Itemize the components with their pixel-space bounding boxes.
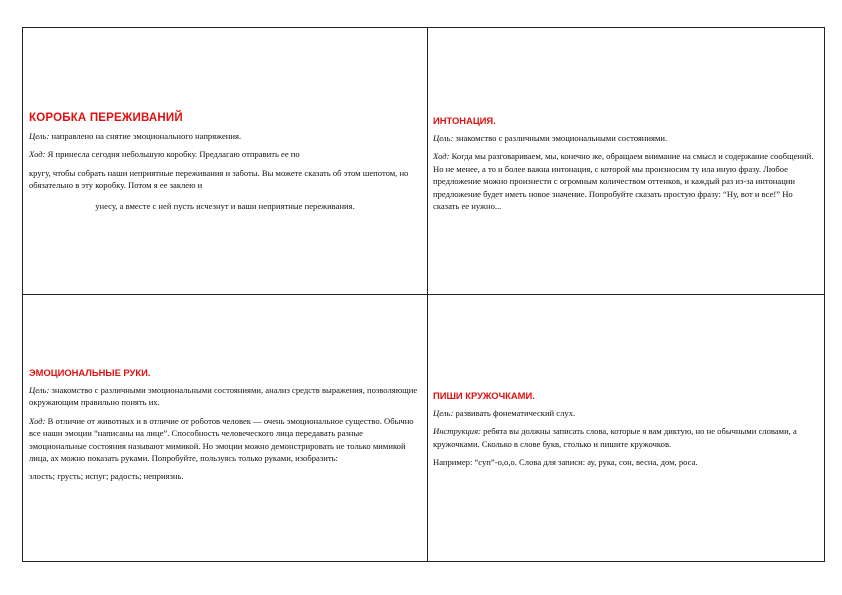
paragraph: кругу, чтобы собрать наши неприятные переживания и заботы. Вы можете сказать об этом шепотом, но обязательно в эту коробку. Потом я ее заклею и bbox=[29, 167, 409, 191]
move-text: Когда мы разговариваем, мы, конечно же, обращаем внимание на смысл и содержание сообщений. Но не менее, а то и более важна интонация, с которой мы произносим ту ила иную фразу. Любое предложение можно произнести с огромным количеством оттенков, и каждый раз из-за интонации предложение будет иметь новое значение. Попробуйте сказать простую фразу: “Ну, вот и все!” Но сказать ее нужно... bbox=[433, 151, 814, 212]
cards-grid bbox=[22, 27, 825, 562]
goal-line bbox=[433, 407, 821, 419]
goal-text: знакомство с различными эмоциональными состояниями. bbox=[453, 133, 668, 143]
goal-line bbox=[433, 132, 821, 144]
card-title: ИНТОНАЦИЯ. bbox=[433, 115, 496, 126]
goal-line bbox=[29, 384, 421, 409]
card-intonation bbox=[433, 115, 821, 218]
goal-line bbox=[29, 130, 421, 142]
instruction-label: Инструкция: bbox=[433, 426, 481, 437]
card-title: ЭМОЦИОНАЛЬНЫЕ РУКИ. bbox=[29, 367, 151, 378]
card-title: КОРОБКА ПЕРЕЖИВАНИЙ bbox=[29, 112, 183, 124]
card-write-circles bbox=[433, 390, 821, 475]
goal-label: Цель: bbox=[29, 131, 50, 141]
instruction-line bbox=[433, 425, 821, 450]
card-title: ПИШИ КРУЖОЧКАМИ. bbox=[433, 390, 535, 401]
paragraph: Например: “суп”-о,о,о. Слова для записи: ау, рука, сон, весна, дом, роса. bbox=[433, 457, 698, 468]
move-line bbox=[433, 150, 821, 212]
card-emotion-box bbox=[29, 112, 421, 218]
goal-label: Цель: bbox=[433, 133, 454, 143]
goal-text: знакомство с различными эмоциональными состояниями, анализ средств выражения, позволяющие окружающим правильно понять их. bbox=[29, 385, 418, 408]
card-emotional-hands bbox=[29, 367, 421, 489]
paragraph: злость; грусть; испуг; радость; неприязнь. bbox=[29, 471, 184, 482]
goal-label: Цель: bbox=[433, 408, 454, 418]
paragraph: унесу, а вместе с ней пусть исчезнут и ваши неприятные переживания. bbox=[95, 200, 355, 211]
move-label: Ход: bbox=[29, 415, 46, 426]
goal-text: направлено на снятие эмоционального напряжения. bbox=[49, 131, 242, 141]
horizontal-divider bbox=[23, 294, 824, 295]
goal-text: развивать фонематический слух. bbox=[453, 408, 576, 418]
move-label: Ход: bbox=[433, 151, 450, 162]
move-text: Я принесла сегодня небольшую коробку. Предлагаю отправить ее по bbox=[45, 149, 300, 160]
move-line bbox=[29, 148, 421, 160]
goal-label: Цель: bbox=[29, 385, 50, 395]
instruction-text: ребята вы должны записать слова, которые я вам диктую, но не обычными словами, а кружочками. Сколько в слове букв, столько и пишите кружочков. bbox=[433, 426, 797, 449]
move-text: В отличие от животных и в отличие от роботов человек — очень эмоциональное существо. Обычно все наши эмоции “написаны на лице”. Способность человеческого лица передавать разные эмоциональные состояния называют мимикой. Но эмоции можно демонстрировать не только мимикой лица, ах можно показать руками. Попробуйте, пользуясь только руками, изобразить: bbox=[29, 415, 414, 464]
move-label: Ход: bbox=[29, 149, 46, 160]
move-line bbox=[29, 415, 421, 465]
